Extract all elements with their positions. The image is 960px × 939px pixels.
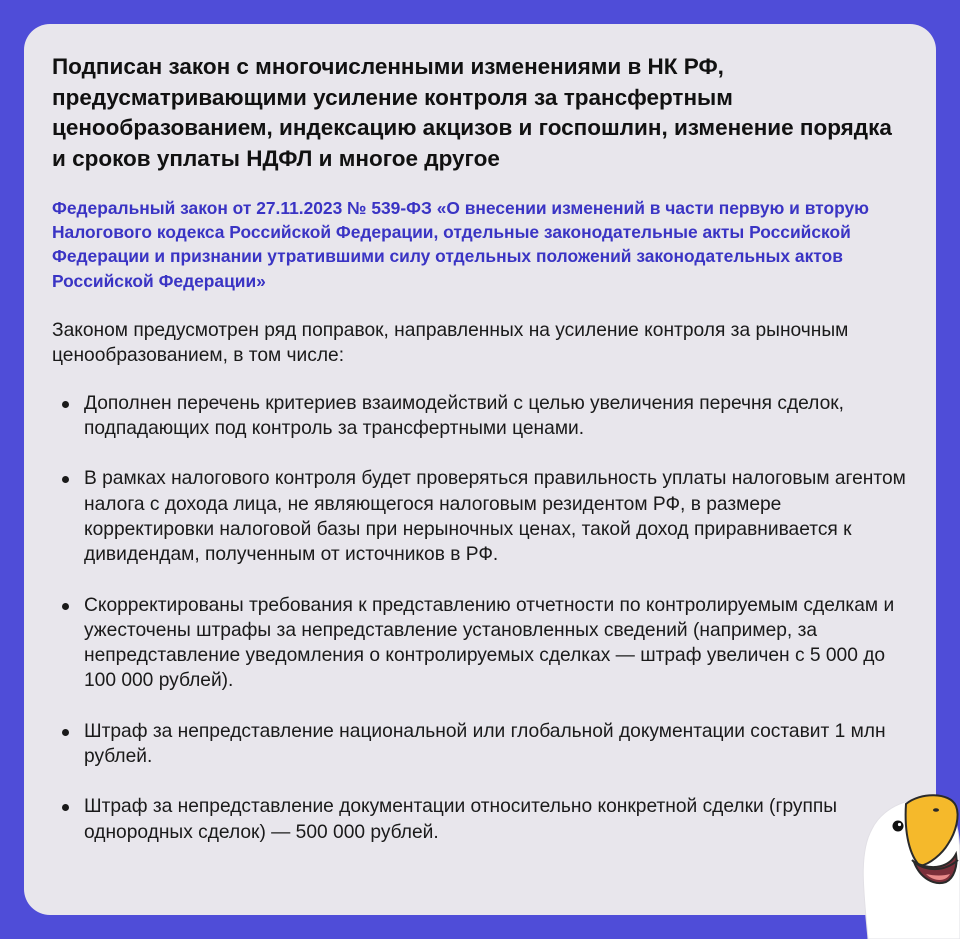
bullet-icon bbox=[62, 804, 69, 811]
bullet-icon bbox=[62, 476, 69, 483]
list-item bbox=[52, 794, 912, 845]
intro-text: Законом предусмотрен ряд поправок, направленных на усиление контроля за рыночным ценообразованием, в том числе: bbox=[52, 319, 849, 367]
list-item bbox=[52, 593, 912, 694]
list-item-text: В рамках налогового контроля будет проверяться правильность уплаты налоговым агентом налога с дохода лица, не являющегося налоговым резидентом РФ, в размере корректировки налоговой базы при нерыночных ценах, такой доход приравнивается к дивидендам, полученным от источников в РФ. bbox=[84, 468, 906, 566]
list-item-text: Скорректированы требования к представлению отчетности по контролируемым сделкам и ужесточены штрафы за непредставление установленных сведений (например, за непредставление уведомления о контролируемых сделках — штраф увеличен с 5 000 до 100 000 рублей). bbox=[84, 594, 895, 692]
list-item-text: Штраф за непредставление национальной или глобальной документации составит 1 млн рублей. bbox=[84, 720, 886, 768]
list-item-text: Дополнен перечень критериев взаимодействий с целью увеличения перечня сделок, подпадающих под контроль за трансфертными ценами. bbox=[84, 392, 844, 440]
law-reference: Федеральный закон от 27.11.2023 № 539-ФЗ «О внесении изменений в части первую и вторую Налогового кодекса Российской Федерации, отдельные законодательные акты Российской Федерации и признании утратившими силу отдельных положений законодательных актов Российской Федерации» bbox=[52, 198, 869, 291]
list-item bbox=[52, 719, 912, 770]
amendments-list bbox=[52, 391, 912, 845]
goose-mascot-icon bbox=[850, 774, 960, 939]
bullet-icon bbox=[62, 729, 69, 736]
list-item bbox=[52, 391, 912, 442]
bullet-icon bbox=[62, 603, 69, 610]
bullet-icon bbox=[62, 401, 69, 408]
list-item bbox=[52, 466, 912, 567]
content-card bbox=[24, 24, 936, 915]
page-title: Подписан закон с многочисленными изменениями в НК РФ, предусматривающими усиление контроля за трансфертным ценообразованием, индексацию акцизов и госпошлин, изменение порядка и сроков уплаты НДФЛ и многое другое bbox=[52, 54, 892, 171]
list-item-text: Штраф за непредставление документации относительно конкретной сделки (группы однородных сделок) — 500 000 рублей. bbox=[84, 796, 838, 843]
